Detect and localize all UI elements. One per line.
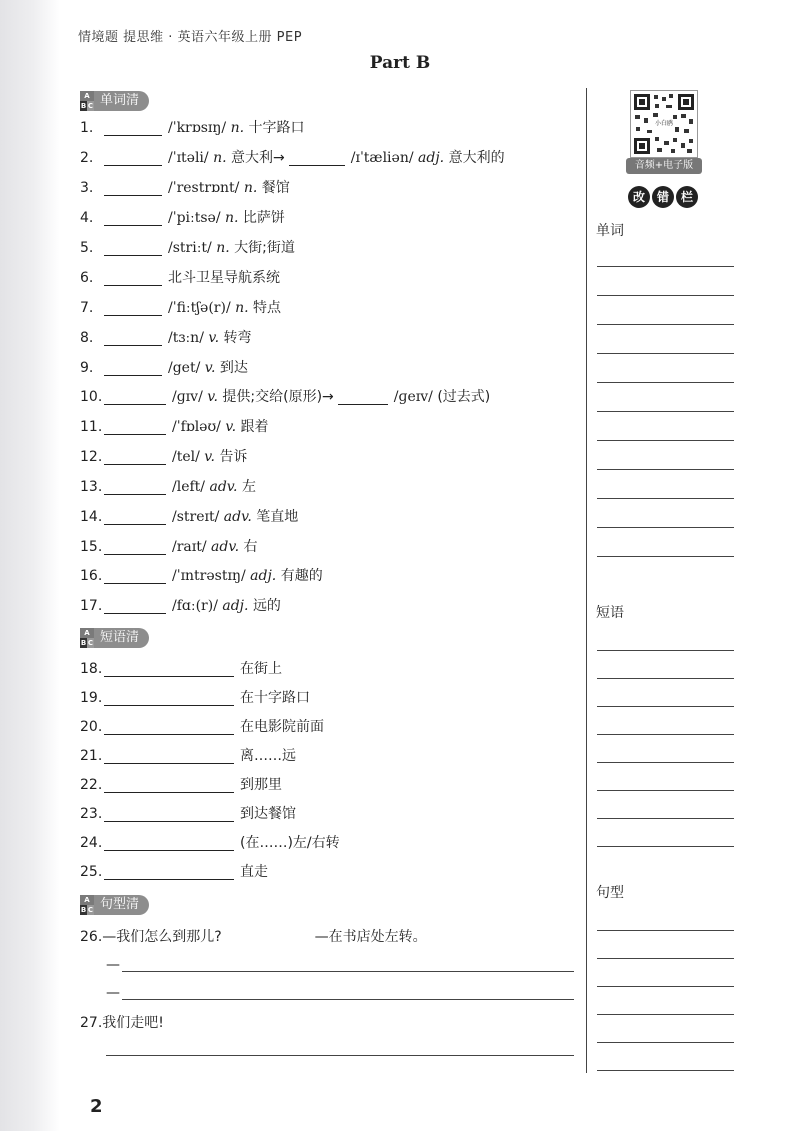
section-title: 短语清 [94,628,149,648]
qr-center-text: 小白鸥 [655,120,674,127]
correction-line[interactable] [597,1014,734,1015]
section-badge-words [80,91,149,111]
correction-line[interactable] [597,958,734,959]
word-row [80,118,304,138]
abc-icon: A B C [80,896,94,914]
sentence-26 [80,927,427,947]
item-number: 2. [80,150,94,166]
word-row [80,298,281,318]
abc-icon: A B C [80,92,94,110]
part-title: Part B [369,53,431,73]
abc-icon: A B C [80,629,94,647]
meaning: 转弯 [223,330,252,346]
item-number: 25. [80,864,103,880]
sentence-answer: —在书店处左转。 [314,929,427,945]
word-row [80,387,490,407]
correction-line[interactable] [597,706,734,707]
answer-blank[interactable] [104,836,234,851]
answer-blank[interactable] [104,480,166,495]
word-row [80,566,323,586]
meaning: 在电影院前面 [240,719,324,735]
answer-blank[interactable] [104,390,166,405]
item-number: 19. [80,690,103,706]
meaning: (在……)左/右转 [240,835,340,851]
word-row [80,178,290,198]
word-row [80,507,298,527]
part-of-speech: adj. [222,598,249,614]
item-number: 7. [80,300,94,316]
part-of-speech: n. [243,180,258,196]
phonetic: /fɑː(r)/ [172,598,218,614]
answer-blank[interactable] [104,450,166,465]
item-number: 10. [80,389,103,405]
item-number: 9. [80,360,94,376]
answer-blank[interactable] [104,151,162,166]
phonetic: /ˈfɒləʊ/ [172,419,221,435]
correction-line[interactable] [597,295,734,296]
meaning: 离……远 [240,748,296,764]
sentence-question: —我们怎么到那儿? [102,929,222,945]
answer-blank[interactable] [104,778,234,793]
item-number: 3. [80,180,94,196]
meaning: (过去式) [437,389,491,405]
meaning: 有趣的 [280,568,323,584]
meaning: 笔直地 [256,509,299,525]
item-number: 13. [80,479,103,495]
phonetic: /raɪt/ [172,539,207,555]
meaning: 告诉 [219,449,248,465]
correction-line[interactable] [597,527,734,528]
word-row [80,596,281,616]
phrase-row [80,862,268,882]
phonetic: /ˈɪntrəstɪŋ/ [172,568,246,584]
word-row [80,148,505,168]
sidebar-label-words: 单词 [596,223,624,239]
meaning: 左 [241,479,256,495]
part-of-speech: adv. [223,509,252,525]
correction-line[interactable] [597,986,734,987]
answer-blank[interactable] [104,301,162,316]
sidebar-label-sentences: 句型 [596,885,624,901]
part-of-speech: v. [204,360,216,376]
answer-blank[interactable] [104,720,234,735]
item-number: 27. [80,1015,103,1031]
word-row [80,208,285,228]
item-number: 14. [80,509,103,525]
answer-blank[interactable] [338,390,388,405]
meaning: 到那里 [240,777,282,793]
answer-blank[interactable] [104,865,234,880]
item-number: 21. [80,748,103,764]
item-number: 6. [80,270,94,286]
meaning: 特点 [253,300,282,316]
page-number: 2 [90,1096,103,1117]
correction-char: 错 [652,186,674,208]
correction-line[interactable] [597,353,734,354]
phonetic: /tɜːn/ [168,330,204,346]
correction-line[interactable] [597,266,734,267]
correction-line[interactable] [597,762,734,763]
meaning: 意大利的 [448,150,505,166]
meaning: 大街;街道 [234,240,295,256]
correction-column-title [628,186,698,208]
correction-line[interactable] [597,734,734,735]
answer-blank[interactable] [104,510,166,525]
word-row [80,358,248,378]
correction-line[interactable] [597,930,734,931]
part-of-speech: adv. [211,539,240,555]
qr-code-icon[interactable] [630,90,698,158]
phrase-row [80,717,324,737]
running-header: 情境题 提思维 · 英语六年级上册 PEP [78,30,303,45]
correction-line[interactable] [597,790,734,791]
page-edge-shadow [0,0,60,1131]
correction-char: 改 [628,186,650,208]
correction-line[interactable] [597,650,734,651]
phonetic: /tel/ [172,449,200,465]
part-of-speech: v. [207,389,218,405]
answer-dash: — [106,985,120,1001]
correction-line[interactable] [597,440,734,441]
meaning: 直走 [240,864,268,880]
answer-blank[interactable] [104,361,162,376]
answer-line[interactable] [122,971,574,972]
section-title: 单词清 [94,91,149,111]
part-of-speech: adj. [418,150,445,166]
meaning: 右 [243,539,258,555]
item-number: 26. [80,929,103,945]
answer-line[interactable] [122,999,574,1000]
answer-blank[interactable] [104,807,234,822]
item-number: 8. [80,330,94,346]
part-of-speech: adj. [250,568,277,584]
answer-dash: — [106,957,120,973]
section-title: 句型清 [94,895,149,915]
section-badge-phrases [80,628,149,648]
phonetic: /streɪt/ [172,509,220,525]
answer-blank[interactable] [104,662,234,677]
item-number: 23. [80,806,103,822]
correction-line[interactable] [597,469,734,470]
answer-blank[interactable] [104,599,166,614]
correction-char: 栏 [676,186,698,208]
phrase-row [80,804,296,824]
sentence-27 [80,1013,164,1033]
item-number: 17. [80,598,103,614]
item-number: 24. [80,835,103,851]
part-of-speech: n. [235,300,249,316]
phrase-row [80,775,282,795]
correction-line[interactable] [597,382,734,383]
item-number: 1. [80,120,94,136]
part-of-speech: v. [208,330,220,346]
meaning: 到达餐馆 [240,806,296,822]
meaning: 比萨饼 [242,210,285,226]
item-number: 20. [80,719,103,735]
phonetic: /ɡeɪv/ [393,389,433,405]
answer-blank[interactable] [104,331,162,346]
meaning: 远的 [252,598,281,614]
item-number: 22. [80,777,103,793]
correction-line[interactable] [597,846,734,847]
phrase-row [80,659,282,679]
meaning: 北斗卫星导航系统 [168,270,280,286]
word-row [80,447,247,467]
answer-blank[interactable] [104,121,162,136]
item-number: 5. [80,240,94,256]
part-of-speech: v. [225,419,237,435]
item-number: 15. [80,539,103,555]
item-number: 12. [80,449,103,465]
answer-blank[interactable] [104,749,234,764]
answer-blank[interactable] [104,271,162,286]
part-of-speech: v. [204,449,215,465]
correction-line[interactable] [597,678,734,679]
phonetic: /ˈpiːtsə/ [168,210,221,226]
phonetic: /ˈrestrɒnt/ [168,180,240,196]
phrase-row [80,833,340,853]
word-row [80,477,256,497]
answer-blank[interactable] [104,211,162,226]
answer-blank[interactable] [104,181,162,196]
correction-line[interactable] [597,1070,734,1071]
answer-blank[interactable] [104,691,234,706]
meaning: 到达 [219,360,248,376]
correction-line[interactable] [597,556,734,557]
correction-line[interactable] [597,411,734,412]
answer-blank[interactable] [104,540,166,555]
phonetic: /left/ [172,479,206,495]
item-number: 18. [80,661,103,677]
meaning: 十字路口 [248,120,305,136]
word-row [80,537,258,557]
qr-caption: 音频+电子版 [626,158,702,174]
phrase-row [80,688,310,708]
section-badge-sentences [80,895,149,915]
item-number: 4. [80,210,94,226]
answer-line[interactable] [106,1055,574,1056]
correction-line[interactable] [597,324,734,325]
correction-line[interactable] [597,498,734,499]
part-of-speech: n. [216,240,230,256]
part-of-speech: n. [225,210,239,226]
word-row [80,268,280,288]
phonetic: /get/ [168,360,201,376]
part-of-speech: n. [213,150,227,166]
word-row [80,328,252,348]
correction-line[interactable] [597,818,734,819]
part-of-speech: n. [230,120,245,136]
meaning: 餐馆 [261,180,290,196]
answer-blank[interactable] [104,569,166,584]
meaning: 跟着 [240,419,269,435]
meaning: 意大利→ [231,150,285,166]
phonetic: /ˈɪtəli/ [168,150,209,166]
phrase-row [80,746,296,766]
item-number: 11. [80,419,103,435]
phonetic: /ˈkrɒsɪŋ/ [168,120,227,136]
answer-blank[interactable] [104,420,166,435]
column-divider [586,88,587,1073]
phonetic: /ɪˈtæliən/ [350,150,414,166]
answer-blank[interactable] [289,151,345,166]
word-row [80,238,295,258]
phonetic: /ˈfiːtʃə(r)/ [168,300,231,316]
item-number: 16. [80,568,103,584]
sidebar-label-phrases: 短语 [596,605,624,621]
correction-line[interactable] [597,1042,734,1043]
sentence-question: 我们走吧! [102,1015,164,1031]
meaning: 在十字路口 [240,690,310,706]
meaning: 在街上 [240,661,282,677]
answer-blank[interactable] [104,241,162,256]
phonetic: /striːt/ [168,240,212,256]
meaning: 提供;交给(原形)→ [222,389,334,405]
part-of-speech: adv. [209,479,238,495]
phonetic: /ɡɪv/ [172,389,203,405]
word-row [80,417,268,437]
